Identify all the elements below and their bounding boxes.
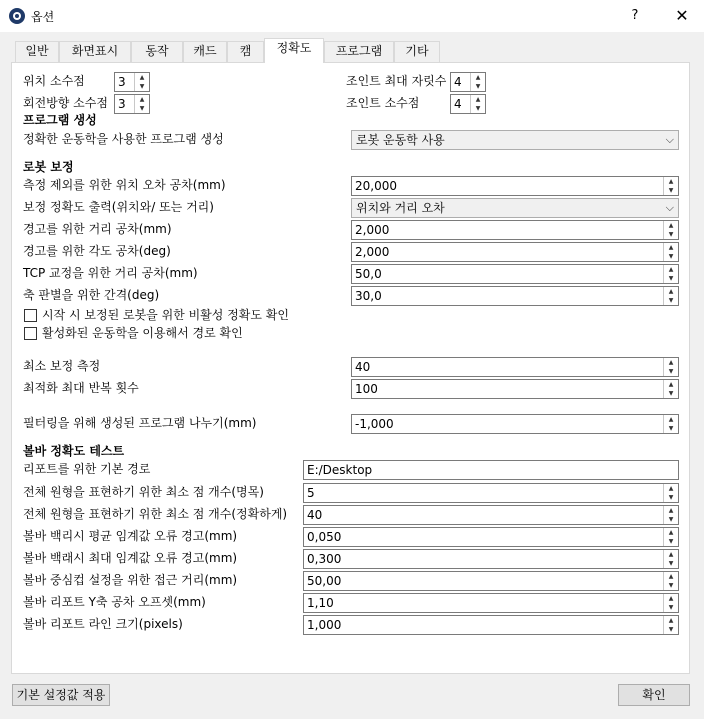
calib-row-value: 20,000 xyxy=(355,179,397,193)
pos-decimals-label: 위치 소수점 xyxy=(23,74,85,88)
spin-down-icon[interactable]: ▼ xyxy=(668,253,674,260)
ballbar-row-label: 리포트를 위한 기본 경로 xyxy=(23,462,151,476)
accurate-kin-dropdown[interactable] xyxy=(351,130,679,150)
spin-down-icon[interactable]: ▼ xyxy=(668,187,674,194)
spin-down-icon[interactable]: ▼ xyxy=(668,425,674,432)
calib-output-dropdown[interactable] xyxy=(351,198,679,218)
ballbar-row-label: 볼바 중심컵 설정을 위한 접근 거리(mm) xyxy=(23,573,238,587)
calib-row-label: 보정 정확도 출력(위치와/ 또는 거리) xyxy=(23,200,214,214)
y-offset-spinbox[interactable] xyxy=(303,593,679,613)
calib-row-value: 위치와 거리 오차 xyxy=(356,201,445,215)
ballbar-row-label: 볼바 리포트 Y축 공차 오프셋(mm) xyxy=(23,595,206,609)
spin-up-icon[interactable]: ▲ xyxy=(668,178,674,185)
pos-decimals-spinbox[interactable] xyxy=(114,72,150,92)
title-bar xyxy=(0,0,704,32)
backlash-max-spinbox[interactable] xyxy=(303,549,679,569)
split-program-spinbox[interactable] xyxy=(351,414,679,434)
spin-up-icon[interactable]: ▲ xyxy=(668,507,674,514)
calib-warn-distance-spinbox[interactable] xyxy=(351,220,679,240)
ballbar-row-value: 40 xyxy=(307,508,323,522)
spin-up-icon[interactable]: ▲ xyxy=(668,595,674,602)
calibration-heading: 로봇 보정 xyxy=(23,160,74,174)
spin-up-icon[interactable]: ▲ xyxy=(668,266,674,273)
spin-down-icon[interactable]: ▼ xyxy=(668,494,674,501)
spin-up-icon[interactable]: ▲ xyxy=(668,222,674,229)
calib-row-value: 2,000 xyxy=(355,223,390,237)
ballbar-row-value: 0,300 xyxy=(307,552,342,566)
report-path-input[interactable] xyxy=(303,460,679,480)
split-program-label: 필터링을 위해 생성된 프로그램 나누기(mm) xyxy=(23,416,257,430)
tab-other[interactable]: 기타 xyxy=(394,41,440,62)
min-points-nominal-spinbox[interactable] xyxy=(303,483,679,503)
chevron-down-icon: ⌵ xyxy=(665,201,674,214)
min-meas-value: 40 xyxy=(355,360,371,374)
calib-tcp-tolerance-spinbox[interactable] xyxy=(351,264,679,284)
line-size-spinbox[interactable] xyxy=(303,615,679,635)
chevron-down-icon: ⌵ xyxy=(665,133,674,146)
help-button[interactable]: ? xyxy=(631,8,639,23)
ballbar-row-label: 전체 원형을 표현하기 위한 최소 점 개수(정확하게) xyxy=(23,507,288,521)
ballbar-row-label: 볼바 백리시 평균 임계값 오류 경고(mm) xyxy=(23,529,238,543)
pos-decimals-value: 3 xyxy=(118,75,126,89)
min-meas-spinbox[interactable] xyxy=(351,357,679,377)
accurate-kin-value: 로봇 운동학 사용 xyxy=(356,133,445,147)
tab-cam[interactable]: 캠 xyxy=(227,41,264,62)
spin-up-icon[interactable]: ▲ xyxy=(668,288,674,295)
ballbar-row-value: 1,000 xyxy=(307,618,342,632)
tab-cad[interactable]: 캐드 xyxy=(183,41,227,62)
ok-button[interactable]: 확인 xyxy=(618,684,690,706)
calib-row-label: 축 판별을 위한 간격(deg) xyxy=(23,288,160,302)
tab-accuracy[interactable]: 정확도 xyxy=(264,38,324,63)
spin-down-icon[interactable]: ▼ xyxy=(668,538,674,545)
ballbar-row-value: 1,10 xyxy=(307,596,334,610)
window-title: 옵션 xyxy=(31,10,55,24)
calib-row-label: 경고를 위한 각도 공차(deg) xyxy=(23,244,171,258)
rot-decimals-spinbox[interactable] xyxy=(114,94,150,114)
max-iter-value: 100 xyxy=(355,382,378,396)
rot-decimals-label: 회전방향 소수점 xyxy=(23,96,108,110)
spin-up-icon[interactable]: ▲ xyxy=(668,573,674,580)
spin-down-icon[interactable]: ▼ xyxy=(139,83,145,90)
spin-down-icon[interactable]: ▼ xyxy=(668,626,674,633)
spin-up-icon[interactable]: ▲ xyxy=(668,617,674,624)
spin-down-icon[interactable]: ▼ xyxy=(139,105,145,112)
spin-down-icon[interactable]: ▼ xyxy=(668,231,674,238)
ballbar-row-label: 전체 원형을 표현하기 위한 최소 점 개수(명목) xyxy=(23,485,264,499)
approach-distance-spinbox[interactable] xyxy=(303,571,679,591)
spin-up-icon[interactable]: ▲ xyxy=(668,551,674,558)
calib-warn-angle-spinbox[interactable] xyxy=(351,242,679,262)
spin-down-icon[interactable]: ▼ xyxy=(668,604,674,611)
ballbar-row-value: 50,00 xyxy=(307,574,342,588)
spin-up-icon[interactable]: ▲ xyxy=(668,359,674,366)
ballbar-row-label: 볼바 리포트 라인 크기(pixels) xyxy=(23,617,183,631)
spin-down-icon[interactable]: ▼ xyxy=(668,275,674,282)
program-gen-heading: 프로그램 생성 xyxy=(23,113,97,127)
joint-max-digits-spinbox[interactable] xyxy=(450,72,486,92)
joint-decimals-value: 4 xyxy=(454,97,462,111)
ballbar-row-value: 5 xyxy=(307,486,315,500)
spin-up-icon[interactable]: ▲ xyxy=(668,381,674,388)
ballbar-row-value: 0,050 xyxy=(307,530,342,544)
joint-decimals-label: 조인트 소수점 xyxy=(346,96,420,110)
tab-general[interactable]: 일반 xyxy=(15,41,59,62)
calib-row-label: TCP 교정을 위한 거리 공차(mm) xyxy=(23,266,198,280)
spin-down-icon[interactable]: ▼ xyxy=(668,390,674,397)
spin-up-icon[interactable]: ▲ xyxy=(668,529,674,536)
inactive-accuracy-checkbox[interactable] xyxy=(24,309,37,322)
spin-up-icon[interactable]: ▲ xyxy=(475,96,481,103)
max-iter-spinbox[interactable] xyxy=(351,379,679,399)
active-kin-path-checkbox[interactable] xyxy=(24,327,37,340)
max-iter-label: 최적화 최대 반복 횟수 xyxy=(23,381,139,395)
close-button[interactable]: ✕ xyxy=(675,6,689,25)
calib-row-value: 30,0 xyxy=(355,289,382,303)
min-meas-label: 최소 보정 측정 xyxy=(23,359,101,373)
tab-display[interactable]: 화면표시 xyxy=(59,41,131,62)
joint-max-digits-label: 조인트 최대 자릿수 xyxy=(346,74,447,88)
accurate-kin-label: 정확한 운동학을 사용한 프로그램 생성 xyxy=(23,132,224,146)
calib-row-value: 2,000 xyxy=(355,245,390,259)
spin-down-icon[interactable]: ▼ xyxy=(668,582,674,589)
ballbar-heading: 볼바 정확도 테스트 xyxy=(23,444,125,458)
apply-defaults-button[interactable]: 기본 설정값 적용 xyxy=(12,684,110,706)
split-program-value: -1,000 xyxy=(355,417,394,431)
calib-row-label: 경고를 위한 거리 공차(mm) xyxy=(23,222,172,236)
spin-down-icon[interactable]: ▼ xyxy=(668,368,674,375)
spin-down-icon[interactable]: ▼ xyxy=(475,105,481,112)
spin-up-icon[interactable]: ▲ xyxy=(139,96,145,103)
spin-up-icon[interactable]: ▲ xyxy=(475,74,481,81)
joint-max-digits-value: 4 xyxy=(454,75,462,89)
ballbar-row-value: E:/Desktop xyxy=(307,463,373,477)
ballbar-row-label: 볼바 백래시 최대 임계값 오류 경고(mm) xyxy=(23,551,238,565)
min-points-accurate-spinbox[interactable] xyxy=(303,505,679,525)
inactive-accuracy-label: 시작 시 보정된 로봇을 위한 비활성 정확도 확인 xyxy=(42,308,289,322)
calib-row-label: 측정 제외를 위한 위치 오차 공차(mm) xyxy=(23,178,226,192)
rot-decimals-value: 3 xyxy=(118,97,126,111)
spin-up-icon[interactable]: ▲ xyxy=(668,485,674,492)
tab-motion[interactable]: 동작 xyxy=(131,41,183,62)
tab-program[interactable]: 프로그램 xyxy=(324,41,394,62)
spin-up-icon[interactable]: ▲ xyxy=(668,244,674,251)
spin-down-icon[interactable]: ▼ xyxy=(475,83,481,90)
spin-down-icon[interactable]: ▼ xyxy=(668,297,674,304)
active-kin-path-label: 활성화된 운동학을 이용해서 경로 확인 xyxy=(42,326,243,340)
spin-down-icon[interactable]: ▼ xyxy=(668,516,674,523)
spin-up-icon[interactable]: ▲ xyxy=(668,416,674,423)
spin-up-icon[interactable]: ▲ xyxy=(139,74,145,81)
app-logo-icon xyxy=(9,8,25,24)
backlash-avg-spinbox[interactable] xyxy=(303,527,679,547)
calib-pos-tolerance-spinbox[interactable] xyxy=(351,176,679,196)
joint-decimals-spinbox[interactable] xyxy=(450,94,486,114)
calib-row-value: 50,0 xyxy=(355,267,382,281)
spin-down-icon[interactable]: ▼ xyxy=(668,560,674,567)
calib-axis-interval-spinbox[interactable] xyxy=(351,286,679,306)
